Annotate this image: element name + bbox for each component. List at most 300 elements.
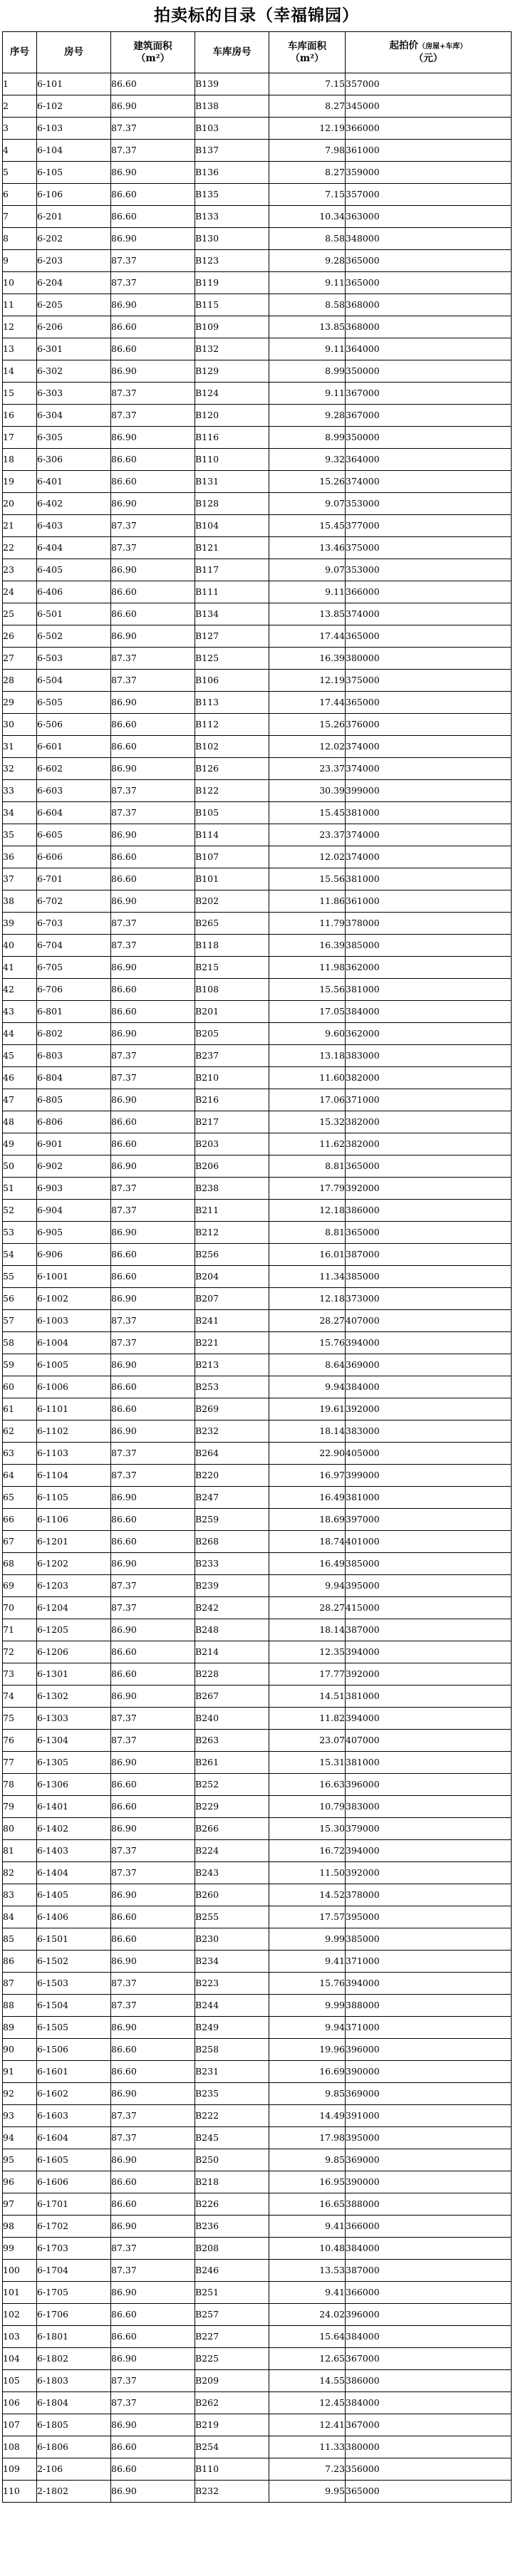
cell-parking: B258 xyxy=(195,2039,269,2061)
table-row xyxy=(3,1862,512,1884)
cell-parking-area: 16.49 xyxy=(269,1487,346,1509)
cell-seq: 76 xyxy=(3,1730,37,1752)
cell-room: 6-205 xyxy=(37,294,111,316)
table-body xyxy=(3,73,512,2503)
cell-room: 6-1203 xyxy=(37,1575,111,1597)
table-row xyxy=(3,250,512,272)
cell-seq: 67 xyxy=(3,1531,37,1553)
cell-price: 377000 xyxy=(346,515,512,537)
table-row xyxy=(3,2304,512,2326)
table-row xyxy=(3,1708,512,1730)
table-row xyxy=(3,1840,512,1862)
cell-seq: 32 xyxy=(3,758,37,780)
cell-seq: 90 xyxy=(3,2039,37,2061)
cell-price: 359000 xyxy=(346,162,512,184)
table-row xyxy=(3,670,512,692)
table-row xyxy=(3,714,512,736)
cell-seq: 87 xyxy=(3,1973,37,1995)
cell-area: 86.60 xyxy=(111,1398,195,1421)
cell-room: 6-201 xyxy=(37,206,111,228)
table-row xyxy=(3,1421,512,1443)
table-row xyxy=(3,802,512,824)
cell-room: 6-1101 xyxy=(37,1398,111,1421)
cell-seq: 50 xyxy=(3,1155,37,1178)
cell-seq: 40 xyxy=(3,935,37,957)
table-row xyxy=(3,780,512,802)
cell-room: 6-1506 xyxy=(37,2039,111,2061)
cell-area: 86.90 xyxy=(111,1553,195,1575)
table-row xyxy=(3,2458,512,2481)
cell-parking: B101 xyxy=(195,868,269,890)
cell-parking-area: 12.02 xyxy=(269,736,346,758)
cell-parking-area: 18.74 xyxy=(269,1531,346,1553)
cell-parking: B246 xyxy=(195,2260,269,2282)
cell-price: 374000 xyxy=(346,758,512,780)
cell-room: 6-1801 xyxy=(37,2326,111,2348)
cell-parking-area: 15.56 xyxy=(269,868,346,890)
cell-room: 6-1603 xyxy=(37,2105,111,2127)
table-row xyxy=(3,1597,512,1619)
cell-room: 6-305 xyxy=(37,427,111,449)
cell-room: 6-1302 xyxy=(37,1686,111,1708)
cell-parking: B117 xyxy=(195,559,269,581)
cell-seq: 10 xyxy=(3,272,37,294)
table-row xyxy=(3,2171,512,2193)
cell-room: 6-105 xyxy=(37,162,111,184)
cell-parking-area: 16.39 xyxy=(269,648,346,670)
cell-parking: B118 xyxy=(195,935,269,957)
cell-parking-area: 28.27 xyxy=(269,1310,346,1332)
cell-seq: 61 xyxy=(3,1398,37,1421)
cell-area: 87.37 xyxy=(111,537,195,559)
cell-parking: B201 xyxy=(195,1001,269,1023)
cell-seq: 47 xyxy=(3,1089,37,1111)
table-row xyxy=(3,1509,512,1531)
cell-price: 395000 xyxy=(346,1575,512,1597)
table-row xyxy=(3,1310,512,1332)
table-row xyxy=(3,2370,512,2392)
table-row xyxy=(3,1531,512,1553)
cell-parking: B261 xyxy=(195,1752,269,1774)
table-row xyxy=(3,1332,512,1354)
cell-parking-area: 16.65 xyxy=(269,2193,346,2216)
cell-seq: 89 xyxy=(3,2017,37,2039)
cell-area: 86.90 xyxy=(111,1884,195,1906)
cell-area: 87.37 xyxy=(111,272,195,294)
table-row xyxy=(3,449,512,471)
cell-room: 6-906 xyxy=(37,1244,111,1266)
cell-parking: B223 xyxy=(195,1973,269,1995)
table-row xyxy=(3,1266,512,1288)
cell-area: 87.37 xyxy=(111,515,195,537)
table-row xyxy=(3,206,512,228)
cell-seq: 27 xyxy=(3,648,37,670)
cell-area: 86.90 xyxy=(111,1089,195,1111)
cell-parking: B229 xyxy=(195,1796,269,1818)
cell-room: 6-605 xyxy=(37,824,111,846)
cell-parking-area: 15.76 xyxy=(269,1332,346,1354)
table-row xyxy=(3,1045,512,1067)
cell-room: 6-602 xyxy=(37,758,111,780)
cell-parking-area: 9.11 xyxy=(269,581,346,603)
cell-parking: B230 xyxy=(195,1928,269,1951)
cell-area: 87.37 xyxy=(111,2238,195,2260)
table-row xyxy=(3,2348,512,2370)
table-row xyxy=(3,913,512,935)
cell-area: 87.37 xyxy=(111,1310,195,1332)
cell-price: 378000 xyxy=(346,913,512,935)
cell-room: 6-903 xyxy=(37,1178,111,1200)
table-row xyxy=(3,1995,512,2017)
cell-seq: 16 xyxy=(3,405,37,427)
cell-parking: B120 xyxy=(195,405,269,427)
cell-area: 86.60 xyxy=(111,736,195,758)
cell-price: 392000 xyxy=(346,1398,512,1421)
cell-area: 86.90 xyxy=(111,559,195,581)
cell-area: 86.90 xyxy=(111,493,195,515)
table-row xyxy=(3,471,512,493)
cell-seq: 110 xyxy=(3,2481,37,2503)
cell-area: 87.37 xyxy=(111,1443,195,1465)
cell-area: 87.37 xyxy=(111,648,195,670)
cell-area: 86.60 xyxy=(111,1663,195,1686)
cell-price: 367000 xyxy=(346,2414,512,2436)
table-row xyxy=(3,1443,512,1465)
cell-price: 373000 xyxy=(346,1288,512,1310)
cell-parking-area: 19.96 xyxy=(269,2039,346,2061)
cell-seq: 15 xyxy=(3,383,37,405)
cell-seq: 55 xyxy=(3,1266,37,1288)
cell-seq: 84 xyxy=(3,1906,37,1928)
table-header-row xyxy=(3,32,512,73)
table-row xyxy=(3,2061,512,2083)
cell-seq: 14 xyxy=(3,360,37,383)
table-row xyxy=(3,2392,512,2414)
cell-price: 380000 xyxy=(346,648,512,670)
cell-parking: B212 xyxy=(195,1222,269,1244)
cell-room: 6-701 xyxy=(37,868,111,890)
cell-room: 6-1503 xyxy=(37,1973,111,1995)
cell-parking-area: 15.30 xyxy=(269,1818,346,1840)
cell-parking: B207 xyxy=(195,1288,269,1310)
cell-room: 6-1706 xyxy=(37,2304,111,2326)
cell-seq: 34 xyxy=(3,802,37,824)
table-row xyxy=(3,493,512,515)
cell-parking: B208 xyxy=(195,2238,269,2260)
cell-parking-area: 17.57 xyxy=(269,1906,346,1928)
cell-room: 6-1501 xyxy=(37,1928,111,1951)
cell-parking: B136 xyxy=(195,162,269,184)
cell-parking-area: 11.60 xyxy=(269,1067,346,1089)
cell-parking: B218 xyxy=(195,2171,269,2193)
cell-parking: B116 xyxy=(195,427,269,449)
cell-area: 86.60 xyxy=(111,1796,195,1818)
table-row xyxy=(3,736,512,758)
cell-room: 6-204 xyxy=(37,272,111,294)
cell-parking-area: 12.41 xyxy=(269,2414,346,2436)
table-row xyxy=(3,1730,512,1752)
cell-room: 6-901 xyxy=(37,1133,111,1155)
table-row xyxy=(3,846,512,868)
cell-parking-area: 10.34 xyxy=(269,206,346,228)
cell-seq: 99 xyxy=(3,2238,37,2260)
cell-parking-area: 7.23 xyxy=(269,2458,346,2481)
cell-parking-area: 15.26 xyxy=(269,471,346,493)
cell-price: 381000 xyxy=(346,1752,512,1774)
header-room: 房号 xyxy=(37,32,111,73)
cell-seq: 105 xyxy=(3,2370,37,2392)
cell-seq: 24 xyxy=(3,581,37,603)
cell-room: 6-1504 xyxy=(37,1995,111,2017)
cell-seq: 63 xyxy=(3,1443,37,1465)
cell-area: 86.90 xyxy=(111,1818,195,1840)
cell-parking-area: 8.81 xyxy=(269,1222,346,1244)
cell-area: 87.37 xyxy=(111,405,195,427)
cell-parking: B243 xyxy=(195,1862,269,1884)
cell-price: 385000 xyxy=(346,935,512,957)
table-row xyxy=(3,338,512,360)
cell-price: 392000 xyxy=(346,1663,512,1686)
cell-room: 6-1003 xyxy=(37,1310,111,1332)
cell-seq: 30 xyxy=(3,714,37,736)
cell-price: 371000 xyxy=(346,1089,512,1111)
table-row xyxy=(3,1089,512,1111)
table-row xyxy=(3,1818,512,1840)
cell-room: 6-603 xyxy=(37,780,111,802)
cell-room: 6-101 xyxy=(37,73,111,95)
cell-parking: B227 xyxy=(195,2326,269,2348)
cell-area: 87.37 xyxy=(111,383,195,405)
cell-parking-area: 9.28 xyxy=(269,405,346,427)
cell-parking-area: 23.37 xyxy=(269,758,346,780)
cell-parking-area: 23.07 xyxy=(269,1730,346,1752)
cell-price: 381000 xyxy=(346,979,512,1001)
cell-room: 6-1403 xyxy=(37,1840,111,1862)
cell-price: 369000 xyxy=(346,2149,512,2171)
cell-area: 86.90 xyxy=(111,625,195,648)
cell-parking: B267 xyxy=(195,1686,269,1708)
cell-seq: 4 xyxy=(3,140,37,162)
table-row xyxy=(3,2436,512,2458)
table-row xyxy=(3,184,512,206)
cell-area: 86.90 xyxy=(111,1752,195,1774)
table-row xyxy=(3,1796,512,1818)
cell-parking: B133 xyxy=(195,206,269,228)
cell-seq: 52 xyxy=(3,1200,37,1222)
cell-parking: B236 xyxy=(195,2216,269,2238)
cell-seq: 46 xyxy=(3,1067,37,1089)
cell-price: 395000 xyxy=(346,2127,512,2149)
cell-seq: 103 xyxy=(3,2326,37,2348)
cell-seq: 6 xyxy=(3,184,37,206)
cell-price: 350000 xyxy=(346,427,512,449)
cell-area: 87.37 xyxy=(111,118,195,140)
cell-room: 6-1206 xyxy=(37,1641,111,1663)
cell-price: 362000 xyxy=(346,1023,512,1045)
table-row xyxy=(3,1641,512,1663)
cell-price: 386000 xyxy=(346,2370,512,2392)
cell-area: 86.90 xyxy=(111,427,195,449)
cell-parking-area: 17.77 xyxy=(269,1663,346,1686)
cell-room: 6-102 xyxy=(37,95,111,118)
table-row xyxy=(3,692,512,714)
cell-parking: B210 xyxy=(195,1067,269,1089)
table-row xyxy=(3,1951,512,1973)
cell-area: 86.90 xyxy=(111,2149,195,2171)
cell-room: 6-904 xyxy=(37,1200,111,1222)
cell-seq: 17 xyxy=(3,427,37,449)
cell-parking-area: 12.65 xyxy=(269,2348,346,2370)
cell-seq: 9 xyxy=(3,250,37,272)
cell-price: 367000 xyxy=(346,405,512,427)
table-row xyxy=(3,1487,512,1509)
header-parking: 车库房号 xyxy=(195,32,269,73)
cell-room: 6-406 xyxy=(37,581,111,603)
cell-price: 401000 xyxy=(346,1531,512,1553)
cell-room: 6-1402 xyxy=(37,1818,111,1840)
cell-parking-area: 9.41 xyxy=(269,2282,346,2304)
cell-parking-area: 18.69 xyxy=(269,1509,346,1531)
cell-parking: B234 xyxy=(195,1951,269,1973)
table-row xyxy=(3,537,512,559)
cell-parking-area: 8.81 xyxy=(269,1155,346,1178)
cell-area: 86.90 xyxy=(111,1487,195,1509)
table-row xyxy=(3,2083,512,2105)
cell-price: 390000 xyxy=(346,2171,512,2193)
cell-seq: 21 xyxy=(3,515,37,537)
cell-parking: B209 xyxy=(195,2370,269,2392)
cell-parking-area: 16.63 xyxy=(269,1774,346,1796)
cell-parking-area: 15.76 xyxy=(269,1973,346,1995)
cell-seq: 85 xyxy=(3,1928,37,1951)
cell-room: 6-801 xyxy=(37,1001,111,1023)
table-row xyxy=(3,2216,512,2238)
cell-seq: 2 xyxy=(3,95,37,118)
cell-room: 6-502 xyxy=(37,625,111,648)
cell-room: 6-1702 xyxy=(37,2216,111,2238)
cell-parking-area: 13.85 xyxy=(269,316,346,338)
cell-parking-area: 17.98 xyxy=(269,2127,346,2149)
cell-seq: 22 xyxy=(3,537,37,559)
cell-room: 6-401 xyxy=(37,471,111,493)
cell-parking: B263 xyxy=(195,1730,269,1752)
cell-price: 385000 xyxy=(346,1266,512,1288)
cell-parking-area: 16.01 xyxy=(269,1244,346,1266)
cell-parking-area: 23.37 xyxy=(269,824,346,846)
cell-price: 375000 xyxy=(346,537,512,559)
cell-area: 86.90 xyxy=(111,890,195,913)
cell-price: 384000 xyxy=(346,2326,512,2348)
cell-seq: 11 xyxy=(3,294,37,316)
cell-parking-area: 14.52 xyxy=(269,1884,346,1906)
cell-price: 371000 xyxy=(346,2017,512,2039)
cell-parking-area: 11.86 xyxy=(269,890,346,913)
cell-room: 6-1502 xyxy=(37,1951,111,1973)
cell-price: 415000 xyxy=(346,1597,512,1619)
cell-room: 6-1703 xyxy=(37,2238,111,2260)
cell-area: 87.37 xyxy=(111,2392,195,2414)
cell-parking-area: 7.98 xyxy=(269,140,346,162)
cell-area: 87.37 xyxy=(111,2127,195,2149)
cell-room: 6-506 xyxy=(37,714,111,736)
table-row xyxy=(3,140,512,162)
cell-parking: B235 xyxy=(195,2083,269,2105)
cell-seq: 97 xyxy=(3,2193,37,2216)
cell-parking-area: 16.95 xyxy=(269,2171,346,2193)
cell-parking: B113 xyxy=(195,692,269,714)
table-row xyxy=(3,2282,512,2304)
cell-area: 86.60 xyxy=(111,603,195,625)
cell-price: 383000 xyxy=(346,1421,512,1443)
table-row xyxy=(3,1884,512,1906)
cell-room: 6-1102 xyxy=(37,1421,111,1443)
table-row xyxy=(3,1155,512,1178)
table-row xyxy=(3,625,512,648)
cell-parking: B211 xyxy=(195,1200,269,1222)
cell-parking: B110 xyxy=(195,2458,269,2481)
cell-price: 396000 xyxy=(346,2304,512,2326)
cell-parking: B238 xyxy=(195,1178,269,1200)
cell-price: 399000 xyxy=(346,780,512,802)
cell-parking: B248 xyxy=(195,1619,269,1641)
cell-price: 361000 xyxy=(346,890,512,913)
cell-area: 86.90 xyxy=(111,2282,195,2304)
cell-room: 6-501 xyxy=(37,603,111,625)
cell-seq: 64 xyxy=(3,1465,37,1487)
cell-area: 86.60 xyxy=(111,2436,195,2458)
cell-parking-area: 9.94 xyxy=(269,1376,346,1398)
table-row xyxy=(3,1244,512,1266)
cell-parking: B228 xyxy=(195,1663,269,1686)
cell-price: 371000 xyxy=(346,1951,512,1973)
cell-area: 86.60 xyxy=(111,2193,195,2216)
cell-parking: B254 xyxy=(195,2436,269,2458)
cell-area: 86.90 xyxy=(111,360,195,383)
cell-parking: B112 xyxy=(195,714,269,736)
cell-room: 6-1105 xyxy=(37,1487,111,1509)
cell-seq: 78 xyxy=(3,1774,37,1796)
cell-parking-area: 9.85 xyxy=(269,2083,346,2105)
cell-parking: B121 xyxy=(195,537,269,559)
cell-area: 86.90 xyxy=(111,2348,195,2370)
cell-parking-area: 8.27 xyxy=(269,162,346,184)
cell-parking-area: 13.18 xyxy=(269,1045,346,1067)
cell-room: 6-306 xyxy=(37,449,111,471)
cell-room: 6-1005 xyxy=(37,1354,111,1376)
cell-parking-area: 9.85 xyxy=(269,2149,346,2171)
table-row xyxy=(3,890,512,913)
cell-seq: 79 xyxy=(3,1796,37,1818)
cell-price: 394000 xyxy=(346,1840,512,1862)
cell-room: 6-1301 xyxy=(37,1663,111,1686)
cell-room: 6-301 xyxy=(37,338,111,360)
cell-parking-area: 8.27 xyxy=(269,95,346,118)
cell-area: 86.60 xyxy=(111,2326,195,2348)
cell-room: 6-303 xyxy=(37,383,111,405)
cell-price: 353000 xyxy=(346,493,512,515)
table-row xyxy=(3,515,512,537)
cell-parking-area: 28.27 xyxy=(269,1597,346,1619)
cell-price: 363000 xyxy=(346,206,512,228)
cell-room: 6-503 xyxy=(37,648,111,670)
cell-seq: 62 xyxy=(3,1421,37,1443)
cell-parking-area: 30.39 xyxy=(269,780,346,802)
cell-seq: 41 xyxy=(3,957,37,979)
cell-parking: B139 xyxy=(195,73,269,95)
cell-parking: B205 xyxy=(195,1023,269,1045)
table-row xyxy=(3,2193,512,2216)
cell-area: 86.60 xyxy=(111,2458,195,2481)
